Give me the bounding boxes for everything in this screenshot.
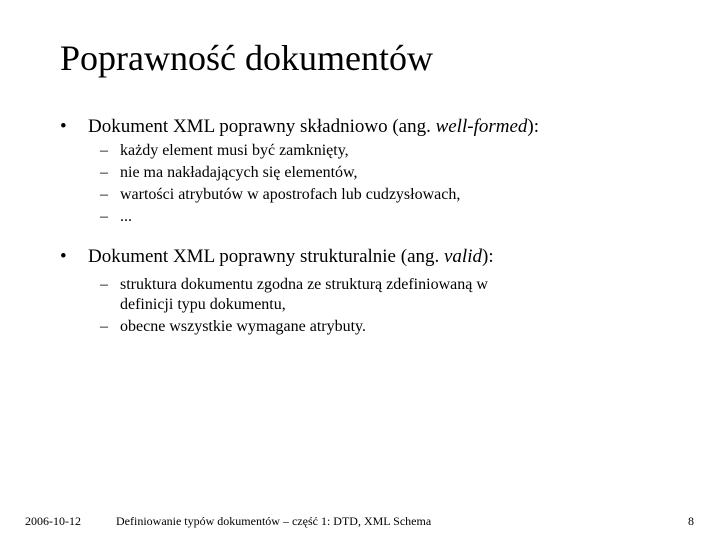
list-item-text: ...	[120, 208, 132, 225]
bullet-text-prefix: Dokument XML poprawny strukturalnie (ang.	[88, 246, 444, 267]
footer-date: 2006-10-12	[25, 514, 81, 528]
dash-mark: –	[100, 142, 108, 159]
footer-page-number: 8	[688, 514, 694, 528]
list-item	[100, 207, 540, 229]
bullet-mark: •	[60, 246, 67, 267]
dash-mark: –	[100, 164, 108, 181]
footer-title: Definiowanie typów dokumentów – część 1: DTD, XML Schema	[116, 514, 432, 528]
list-item-text: każdy element musi być zamknięty,	[120, 142, 349, 159]
list-item	[100, 185, 540, 207]
bullet-text-suffix: ):	[527, 116, 540, 137]
dash-mark: –	[100, 276, 108, 293]
bullet-text-suffix: ):	[482, 246, 494, 267]
sub-list-valid	[100, 275, 540, 339]
slide-title: Poprawność dokumentów	[60, 38, 433, 78]
bullet-well-formed	[60, 115, 539, 139]
list-item	[100, 141, 540, 163]
list-item	[100, 163, 540, 185]
bullet-term: valid	[444, 246, 482, 267]
list-item	[100, 275, 540, 317]
dash-mark: –	[100, 186, 108, 203]
list-item	[100, 317, 540, 339]
bullet-text-prefix: Dokument XML poprawny składniowo (ang.	[88, 116, 436, 137]
list-item-text: struktura dokumentu zgodna ze strukturą zdefiniowaną w definicji typu dokumentu,	[120, 276, 488, 313]
list-item-text: nie ma nakładających się elementów,	[120, 164, 358, 181]
bullet-mark: •	[60, 116, 67, 137]
list-item-text: wartości atrybutów w apostrofach lub cudzysłowach,	[120, 186, 461, 203]
dash-mark: –	[100, 208, 108, 225]
list-item-text: obecne wszystkie wymagane atrybuty.	[120, 318, 366, 335]
bullet-valid	[60, 245, 494, 269]
bullet-term: well-formed	[435, 116, 528, 137]
dash-mark: –	[100, 318, 108, 335]
sub-list-well-formed	[100, 141, 540, 229]
